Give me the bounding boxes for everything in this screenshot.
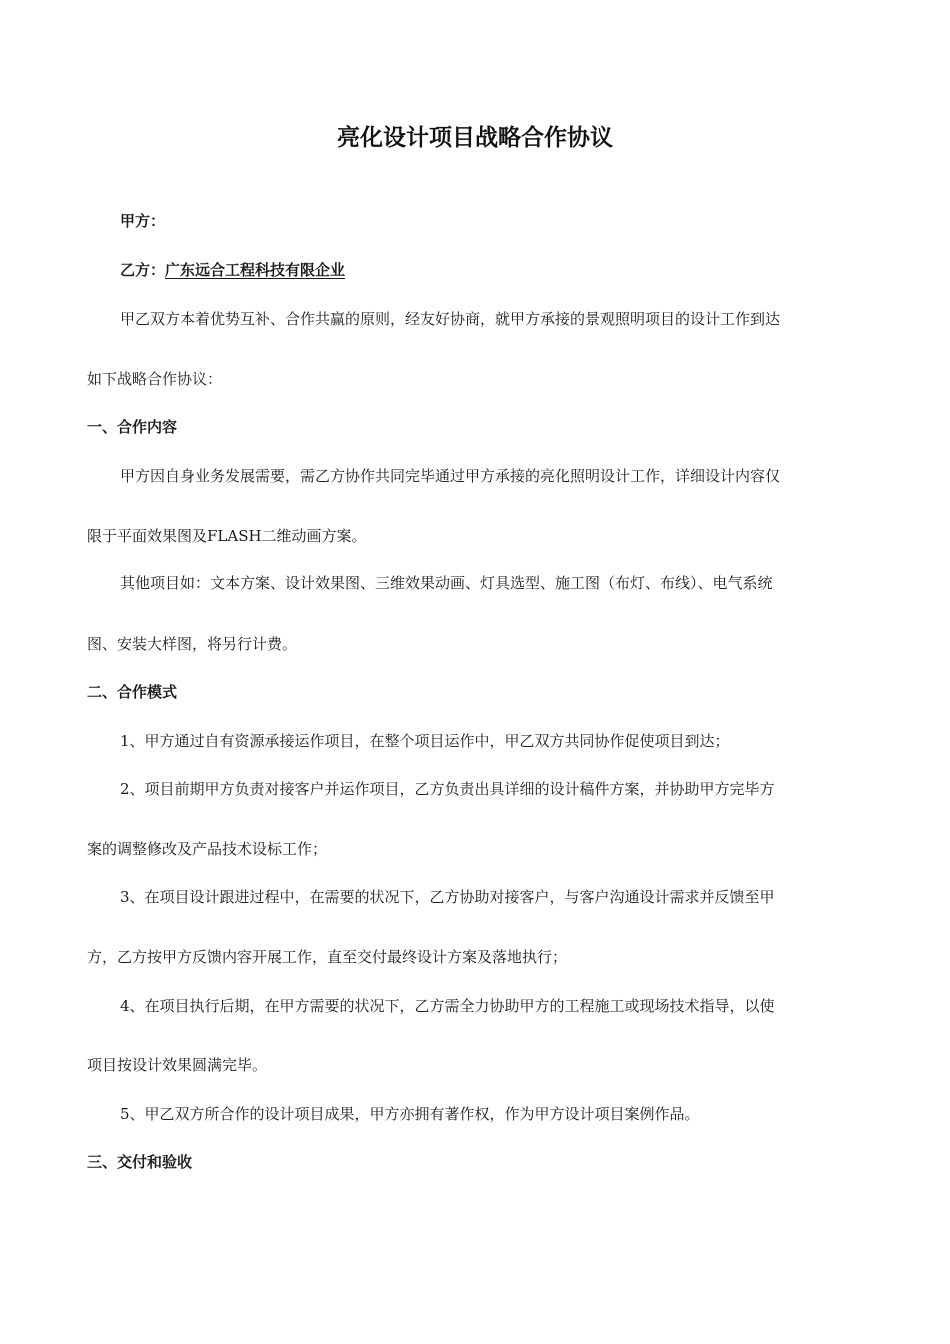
section-2-item-1-line-1: 1、甲方通过自有资源承接运作项目，在整个项目运作中，甲乙双方共同协作促使项目到达； <box>120 732 730 750</box>
section-1-heading: 一、合作内容 <box>87 418 178 436</box>
section-2-item-5-line-1: 5、甲乙双方所合作的设计项目成果，甲方亦拥有著作权，作为甲方设计项目案例作品。 <box>120 1105 700 1123</box>
section-1-p1-line-1: 甲方因自身业务发展需要，需乙方协作共同完毕通过甲方承接的亮化照明设计工作，详细设计内容仅 <box>120 467 781 485</box>
section-2-item-2-line-1: 2、项目前期甲方负责对接客户并运作项目，乙方负责出具详细的设计稿件方案，并协助甲方完毕方 <box>120 780 775 798</box>
party-a-line <box>120 211 165 231</box>
intro-line-2: 如下战略合作协议： <box>87 370 223 388</box>
section-2-item-4-line-2: 项目按设计效果圆满完毕。 <box>87 1056 268 1074</box>
document-title: 亮化设计项目战略合作协议 <box>337 125 613 151</box>
party-b-label: 乙方： <box>120 261 166 279</box>
party-a-label: 甲方： <box>120 212 166 230</box>
section-1-p1-line-2: 限于平面效果图及FLASH二维动画方案。 <box>87 527 367 545</box>
section-1-p2-line-1: 其他项目如：文本方案、设计效果图、三维效果动画、灯具选型、施工图（布灯、布线）、电气系统 <box>120 574 773 592</box>
intro-line-1: 甲乙双方本着优势互补、合作共赢的原则，经友好协商，就甲方承接的景观照明项目的设计工作到达 <box>120 310 781 328</box>
section-2-item-3-line-1: 3、在项目设计跟进过程中，在需要的状况下，乙方协助对接客户，与客户沟通设计需求并反馈至甲 <box>120 888 775 906</box>
section-2-item-2-line-2: 案的调整修改及产品技术设标工作； <box>87 840 328 858</box>
section-1-p2-line-2: 图、安装大样图，将另行计费。 <box>87 635 298 653</box>
party-b-value: 广东远合工程科技有限企业 <box>165 261 346 279</box>
section-2-item-4-line-1: 4、在项目执行后期，在甲方需要的状况下，乙方需全力协助甲方的工程施工或现场技术指导，以使 <box>120 997 775 1015</box>
section-2-heading: 二、合作模式 <box>87 683 178 701</box>
section-2-item-3-line-2: 方，乙方按甲方反馈内容开展工作，直至交付最终设计方案及落地执行； <box>87 948 568 966</box>
section-3-heading: 三、交付和验收 <box>87 1153 193 1171</box>
party-b-line <box>120 260 345 280</box>
